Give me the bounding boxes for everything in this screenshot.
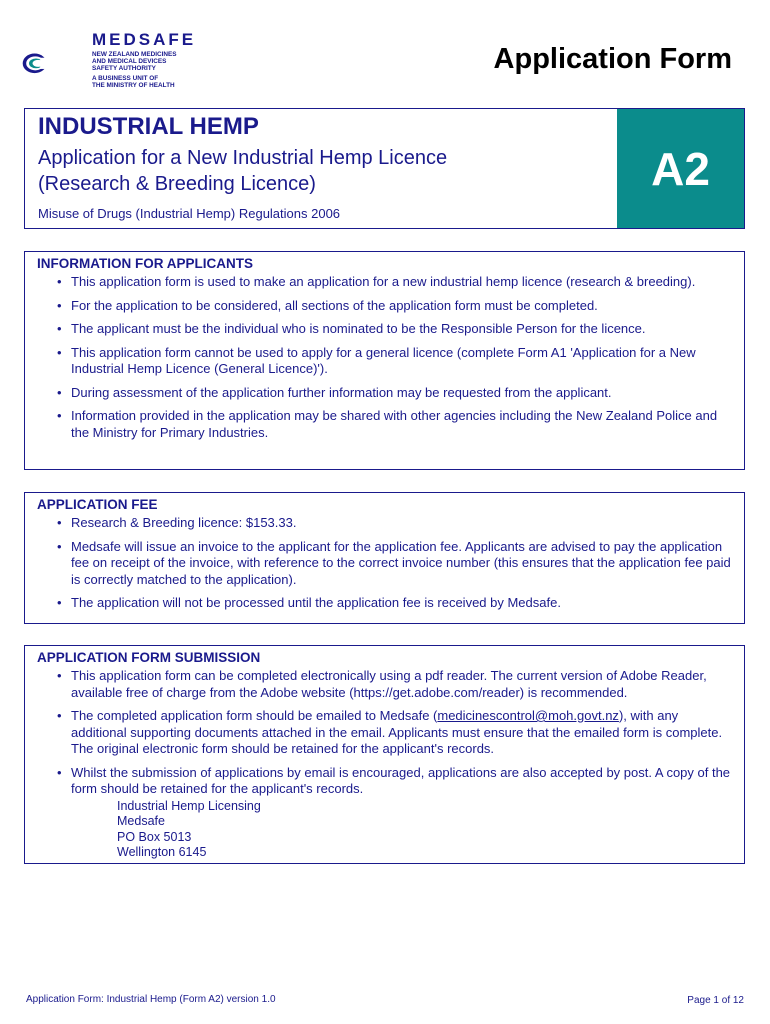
footer-form-version: Application Form: Industrial Hemp (Form A2) version 1.0 — [26, 994, 276, 1005]
list-item: • This application form cannot be used to apply for a general licence (complete Form A1 'Application for a New Industrial Hemp Licence (General Licence)'). — [71, 345, 734, 378]
info-list — [37, 274, 734, 441]
list-item: • The application will not be processed until the application fee is received by Medsafe. — [71, 595, 734, 612]
header-regulation: Misuse of Drugs (Industrial Hemp) Regulations 2006 — [38, 206, 341, 221]
list-item: • The applicant must be the individual who is nominated to be the Responsible Person for the licence. — [71, 321, 734, 338]
address-line: Wellington 6145 — [117, 845, 207, 859]
logo-line-2: AND MEDICAL DEVICES — [92, 58, 167, 65]
list-item: • During assessment of the application further information may be requested from the applicant. — [71, 385, 734, 402]
header-main-title: INDUSTRIAL HEMP — [38, 113, 259, 140]
list-item — [71, 708, 734, 758]
info-section-title: INFORMATION FOR APPLICANTS — [37, 256, 253, 271]
form-title: Application Form — [493, 43, 732, 75]
list-item: • For the application to be considered, all sections of the application form must be completed. — [71, 298, 734, 315]
submission-section — [24, 645, 745, 864]
address-line: Medsafe — [117, 814, 165, 828]
logo-line-4: A BUSINESS UNIT OF — [92, 75, 159, 82]
submission-section-title: APPLICATION FORM SUBMISSION — [37, 650, 261, 665]
footer-page-number: Page 1 of 12 — [687, 995, 744, 1006]
address-line: PO Box 5013 — [117, 829, 192, 844]
list-item: • Research & Breeding licence: $153.33. — [71, 515, 734, 532]
list-item: • This application form is used to make an application for a new industrial hemp licence (research & breeding). — [71, 274, 734, 291]
header-subtitle-line-1: Application for a New Industrial Hemp Licence — [38, 147, 448, 169]
fee-list — [37, 515, 734, 612]
logo-line-3: SAFETY AUTHORITY — [92, 65, 156, 72]
fee-section — [24, 492, 745, 624]
list-item: • Information provided in the application may be shared with other agencies including the New Zealand Police and the Ministry for Primary Industries. — [71, 408, 734, 441]
header-box — [24, 108, 745, 229]
logo-line-1: NEW ZEALAND MEDICINES — [92, 51, 177, 58]
list-item: • Whilst the submission of applications by email is encouraged, applications are also accepted by post. A copy of the form should be retained for the applicant's records. — [71, 765, 734, 798]
list-item: • Medsafe will issue an invoice to the applicant for the application fee. Applicants are advised to pay the application fee on receipt of the invoice, with reference to the correct invoice number (this ensures that the application fee paid is correctly matched to the application). — [71, 539, 734, 589]
list-item: • This application form can be completed electronically using a pdf reader. The current version of Adobe Reader, available free of charge from the Adobe website (https://get.adobe.com/reader) is recommended. — [71, 668, 734, 701]
logo-wordmark: MEDSAFE — [92, 30, 197, 49]
fee-section-title: APPLICATION FEE — [37, 497, 158, 512]
submission-list — [37, 668, 734, 798]
info-section — [24, 251, 745, 470]
address-line: Industrial Hemp Licensing — [117, 798, 261, 813]
medsafe-logo-icon — [22, 28, 92, 98]
header-subtitle-line-2: (Research & Breeding Licence) — [38, 173, 316, 195]
email-text-before: The completed application form should be emailed to Medsafe ( — [71, 708, 438, 723]
email-text-after: ), with any additional supporting documents attached in the email. Applicants must ensure that the emailed form is complete. The original electronic form should be retained for the applicant's records. — [71, 708, 723, 756]
postal-address — [37, 799, 734, 861]
form-code-badge: A2 — [617, 109, 744, 228]
logo-line-5: THE MINISTRY OF HEALTH — [92, 82, 175, 89]
medsafe-email-link[interactable]: medicinescontrol@moh.govt.nz — [437, 708, 619, 723]
